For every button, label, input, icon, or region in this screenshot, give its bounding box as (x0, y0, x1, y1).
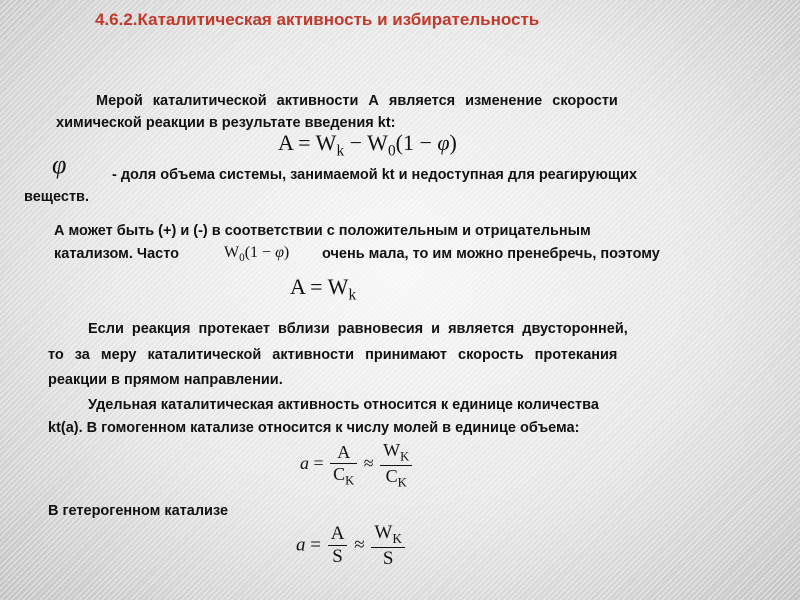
paragraph-equilibrium-cont (48, 344, 617, 366)
formula-activity: $A = W_k - W_0(1 - \varphi)$ (278, 130, 457, 160)
paragraph-line: - доля объема системы, занимаемой kt и недоступная для реагирующих (112, 167, 638, 183)
paragraph-line: веществ. (24, 189, 90, 205)
paragraph-line: kt(a). В гомогенном катализе относится к числу молей в единице объема: (48, 420, 580, 436)
paragraph-line: Удельная каталитическая активность относится к единице количества (88, 397, 599, 413)
paragraph-line: то за меру каталитической активности принимают скорость протекания (48, 347, 618, 363)
paragraph-line: химической реакции в результате введения kt: (56, 115, 396, 131)
paragraph-specific-activity (88, 394, 599, 416)
paragraph-line: очень мала, то им можно пренебречь, поэтому (322, 246, 660, 262)
paragraph-line: В гетерогенном катализе (48, 503, 229, 519)
paragraph-activity-definition (96, 90, 618, 112)
formula-heterogeneous: a = $\frac{A}{S}$ ≈ $\frac{W_K}{S}$ (296, 522, 407, 570)
paragraph-phi-definition (112, 164, 637, 186)
paragraph-sign (54, 220, 591, 242)
paragraph-line: Мерой каталитической активности А является изменение скорости (96, 93, 618, 109)
paragraph-equilibrium (88, 318, 628, 340)
phi-symbol: φ (52, 150, 67, 179)
slide-title: 4.6.2.Каталитическая активность и избирательность (95, 10, 540, 29)
paragraph-heterogeneous (48, 500, 228, 522)
paragraph-phi-definition-cont (24, 186, 89, 208)
paragraph-sign-cont (54, 243, 179, 265)
paragraph-sign-tail (322, 243, 660, 265)
formula-activity-simplified: $A = W_k$ (290, 274, 357, 304)
paragraph-equilibrium-end (48, 369, 283, 391)
paragraph-line: реакции в прямом направлении. (48, 372, 283, 388)
formula-inline-w0: $W_0(1 - \varphi)$ (224, 244, 290, 265)
paragraph-line: А может быть (+) и (-) в соответствии с положительным и отрицательным (54, 223, 591, 239)
paragraph-specific-activity-cont (48, 417, 579, 439)
formula-homogeneous: a = $\frac{A}{C_K}$ ≈ $\frac{W_K}{C_K}$ (300, 440, 414, 490)
paragraph-line: Если реакция протекает вблизи равновесия и является двусторонней, (88, 321, 628, 337)
paragraph-line: катализом. Часто (54, 246, 179, 262)
